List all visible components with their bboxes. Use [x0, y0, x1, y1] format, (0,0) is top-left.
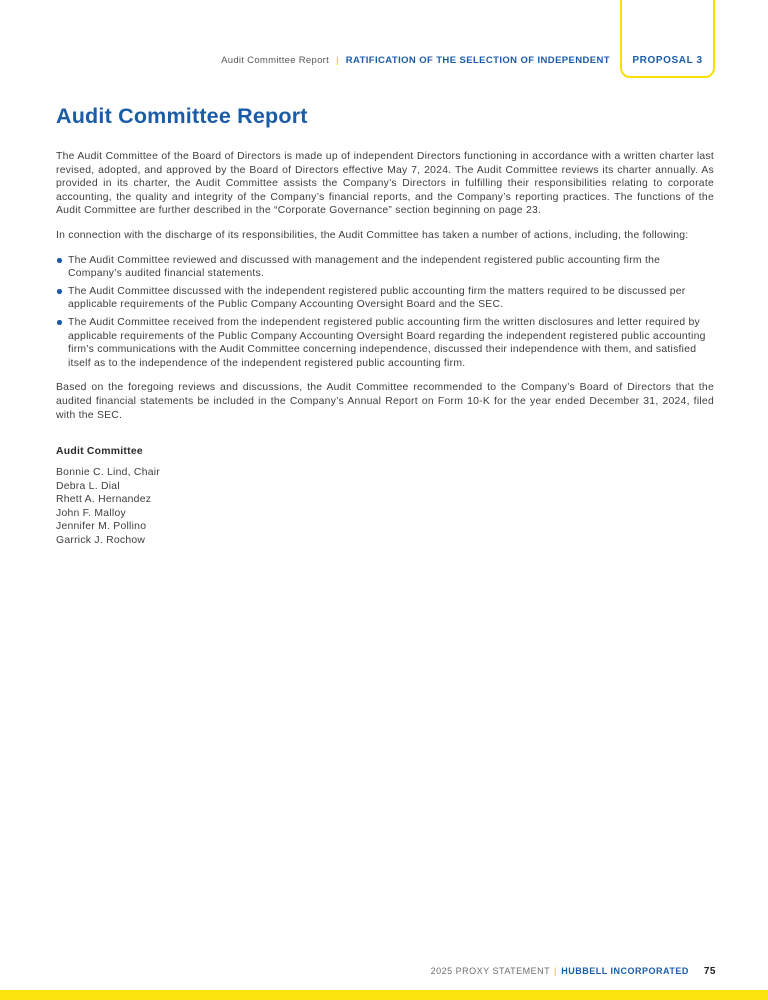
proposal-3-tab[interactable]: [620, 0, 715, 78]
list-item: [56, 254, 714, 281]
bullet-icon: [57, 258, 62, 263]
breadcrumb-chapter: RATIFICATION OF THE SELECTION OF INDEPENDENT: [345, 55, 610, 66]
actions-lead-paragraph: In connection with the discharge of its responsibilities, the Audit Committee has taken a number of actions, including, the following:: [56, 229, 689, 241]
list-item-text: The Audit Committee discussed with the independent registered public accounting firm the matters required to be discussed per applicable requirements of the Public Company Accounting Oversight Board and the SEC.: [68, 285, 686, 311]
signature-member: Garrick J. Rochow: [56, 534, 146, 546]
bottom-accent-bar: [0, 990, 768, 1000]
list-item-text: The Audit Committee received from the independent registered public accounting firm the written disclosures and letter required by applicable requirements of the Public Company Accounting Oversight Board regarding the independent registered public accounting firm’s communications with the Audit Committee concerning independence, discussed their independence with them, and satisfied itself as to the independence of the independent registered public accounting firm.: [68, 316, 706, 369]
breadcrumb-separator: |: [336, 55, 339, 66]
bullet-icon: [57, 320, 62, 325]
bullet-icon: [57, 289, 62, 294]
conclusion-paragraph: Based on the foregoing reviews and discussions, the Audit Committee recommended to the Company’s Board of Directors that the audited financial statements be included in the Company’s Annual Report on Form 10-K for the year ended December 31, 2024, filed with the SEC.: [56, 382, 714, 421]
breadcrumb-section: Audit Committee Report: [221, 55, 330, 66]
proposal-tab-label: PROPOSAL 3: [632, 55, 703, 66]
signature-member: Rhett A. Hernandez: [56, 494, 152, 506]
footer-company-name: HUBBELL INCORPORATED: [561, 966, 689, 976]
page-number: 75: [703, 966, 716, 977]
footer-separator: |: [554, 966, 558, 976]
page-footer: [431, 966, 716, 977]
list-item: [56, 316, 714, 370]
list-item: [56, 285, 714, 312]
intro-paragraph: The Audit Committee of the Board of Directors is made up of independent Directors functioning in accordance with a written charter last revised, adopted, and approved by the Board of Directors effective May 7, 2024. The Audit Committee reviews its charter annually. As provided in its charter, the Audit Committee assists the Company’s Directors in fulfilling their responsibilities relating to corporate accounting, the quality and integrity of the Company’s financial reports, and the Company’s reporting practices. The functions of the Audit Committee are further described in the “Corporate Governance” section beginning on page 23.: [56, 151, 714, 217]
list-item-text: The Audit Committee reviewed and discussed with management and the independent registered public accounting firm the Company’s audited financial statements.: [68, 254, 661, 280]
signature-member: Jennifer M. Pollino: [56, 521, 147, 533]
running-header: [221, 55, 610, 66]
page-content: [56, 104, 714, 547]
signature-block: [56, 446, 714, 547]
signature-member: Bonnie C. Lind, Chair: [56, 467, 161, 479]
page-title: Audit Committee Report: [56, 104, 308, 128]
actions-list: [56, 254, 714, 371]
signature-member: John F. Malloy: [56, 507, 126, 519]
signature-heading: Audit Committee: [56, 446, 143, 458]
footer-doc-label: 2025 PROXY STATEMENT: [430, 966, 551, 976]
signature-member: Debra L. Dial: [56, 480, 120, 492]
